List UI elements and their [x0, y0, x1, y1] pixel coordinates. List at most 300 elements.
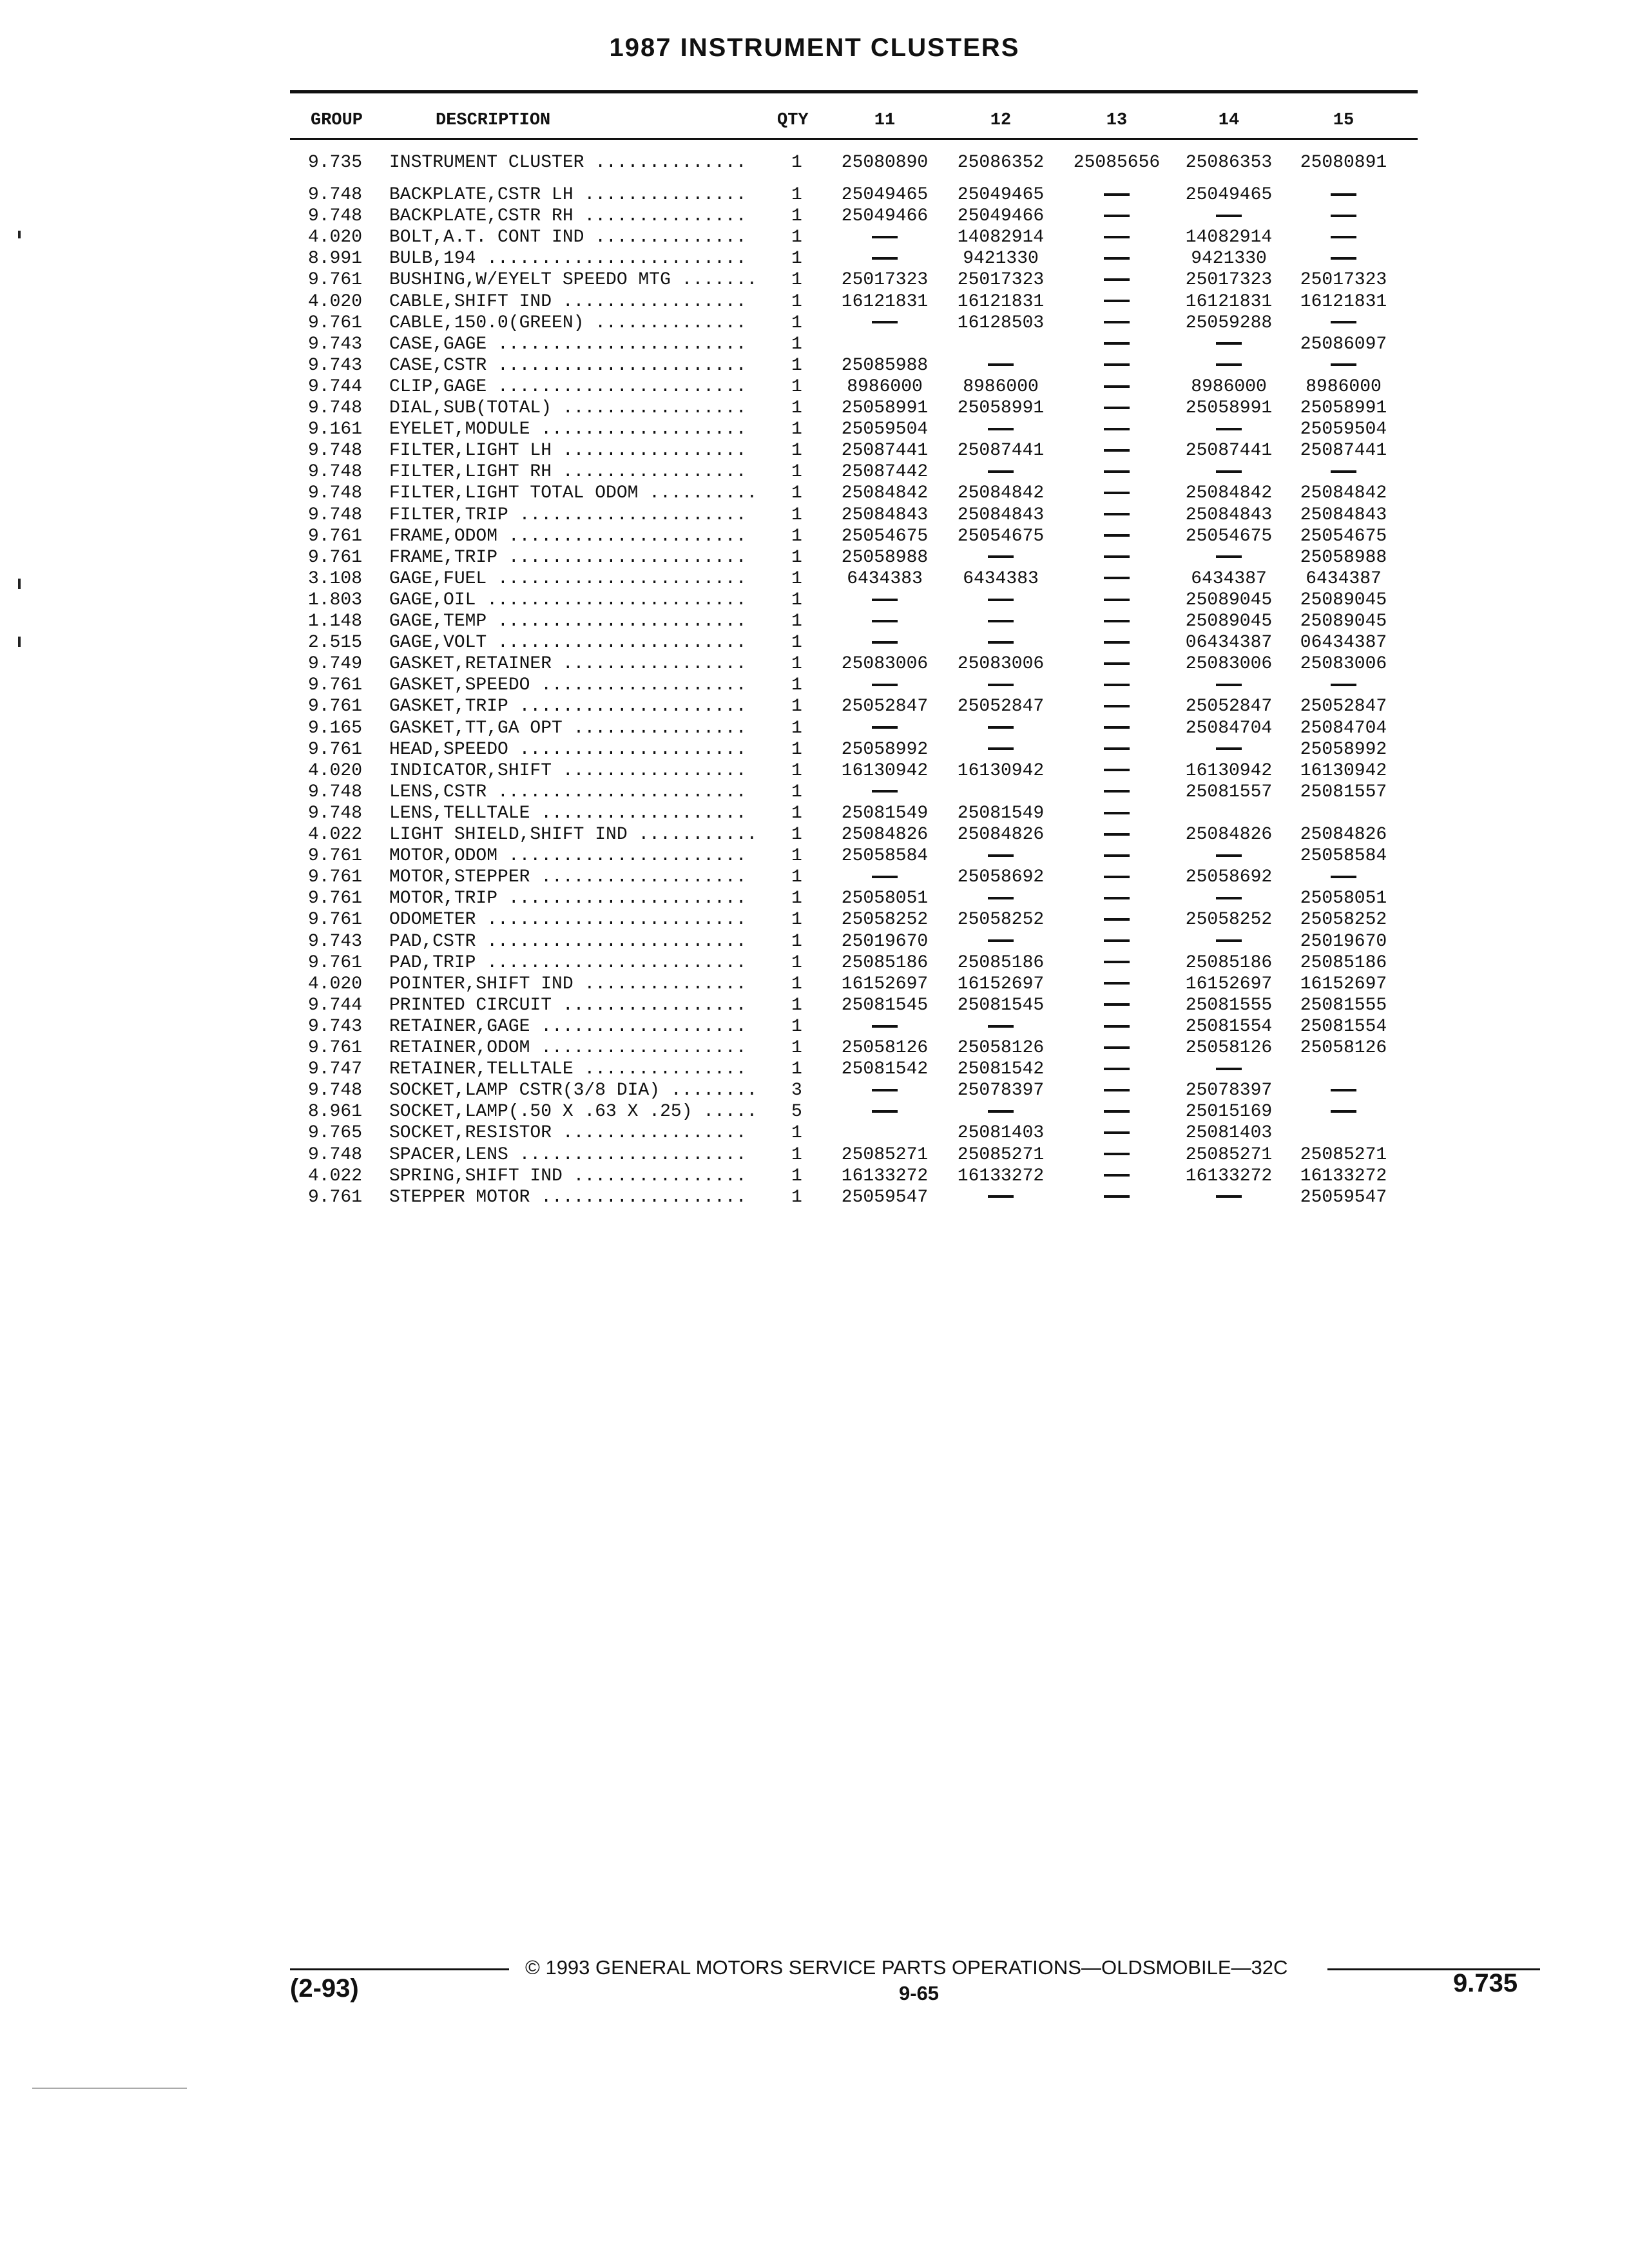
- footer-copyright: © 1993 GENERAL MOTORS SERVICE PARTS OPERATIONS—OLDSMOBILE—32C: [525, 1956, 1288, 1979]
- table-row: [0, 1144, 1629, 1166]
- not-applicable-dash: [1331, 321, 1356, 323]
- row-part-11: 25059504: [841, 419, 929, 440]
- row-part-14: 25084704: [1185, 718, 1273, 738]
- table-row: [0, 632, 1629, 653]
- row-qty: 1: [791, 760, 802, 781]
- not-applicable-dash: [1104, 236, 1130, 238]
- row-group: 8.961: [308, 1102, 363, 1122]
- row-part-15: [1282, 227, 1405, 248]
- row-description: SOCKET,RESISTOR .................: [389, 1123, 747, 1144]
- row-qty: 1: [791, 270, 802, 291]
- row-description: MOTOR,TRIP ......................: [389, 889, 747, 909]
- not-applicable-dash: [1104, 342, 1130, 345]
- row-description: ODOMETER ........................: [389, 910, 747, 930]
- table-row: [0, 568, 1629, 590]
- row-part-14: 25084826: [1185, 825, 1273, 845]
- row-part-11: [824, 632, 946, 653]
- row-part-15: 25083006: [1300, 654, 1387, 675]
- row-part-14: 16133272: [1185, 1166, 1273, 1186]
- not-applicable-dash: [1104, 1153, 1130, 1155]
- not-applicable-dash: [988, 726, 1014, 729]
- table-row: [0, 952, 1629, 974]
- row-description: BUSHING,W/EYELT SPEEDO MTG .......: [389, 270, 758, 291]
- table-row: [0, 1016, 1629, 1037]
- row-part-12: 16130942: [957, 760, 1045, 781]
- footer-rule-left: [290, 1968, 509, 1970]
- not-applicable-dash: [988, 939, 1014, 942]
- row-part-11: 25052847: [841, 697, 929, 717]
- row-part-15: 25017323: [1300, 270, 1387, 291]
- not-applicable-dash: [988, 428, 1014, 430]
- row-part-15: 25058126: [1300, 1038, 1387, 1058]
- row-description: LENS,CSTR .......................: [389, 782, 747, 802]
- row-part-11: 6434383: [847, 568, 923, 589]
- table-row: [0, 483, 1629, 504]
- row-description: LENS,TELLTALE ...................: [389, 803, 747, 823]
- not-applicable-dash: [1216, 555, 1242, 558]
- row-description: FILTER,LIGHT RH .................: [389, 462, 747, 483]
- row-qty: 1: [791, 153, 802, 173]
- row-part-11: [824, 1016, 946, 1037]
- row-part-14: [1168, 675, 1290, 696]
- row-part-15: 25081555: [1300, 995, 1387, 1015]
- row-qty: 1: [791, 334, 802, 354]
- row-qty: 1: [791, 419, 802, 440]
- col-header-group: GROUP: [311, 111, 363, 130]
- not-applicable-dash: [1216, 939, 1242, 942]
- not-applicable-dash: [1216, 1195, 1242, 1198]
- row-description: GASKET,TT,GA OPT ................: [389, 718, 747, 738]
- row-part-15: 16133272: [1300, 1166, 1387, 1186]
- row-group: 9.744: [308, 376, 363, 397]
- table-row: [0, 931, 1629, 952]
- row-part-12: 25085186: [957, 952, 1045, 973]
- row-part-15: 25084704: [1300, 718, 1387, 738]
- row-description: DIAL,SUB(TOTAL) .................: [389, 398, 747, 418]
- row-qty: 1: [791, 1187, 802, 1207]
- row-qty: 1: [791, 952, 802, 973]
- not-applicable-dash: [1104, 257, 1130, 260]
- not-applicable-dash: [872, 1025, 898, 1028]
- row-group: 9.747: [308, 1059, 363, 1080]
- table-row: [0, 248, 1629, 269]
- row-part-15: 25059547: [1300, 1187, 1387, 1207]
- row-qty: 1: [791, 889, 802, 909]
- row-qty: 1: [791, 505, 802, 525]
- table-row: [0, 505, 1629, 526]
- not-applicable-dash: [1104, 492, 1130, 494]
- row-group: 9.761: [308, 846, 363, 867]
- row-group: 4.020: [308, 974, 363, 994]
- row-group: 9.749: [308, 654, 363, 675]
- row-description: RETAINER,TELLTALE ...............: [389, 1059, 747, 1080]
- row-part-14: 25059288: [1185, 312, 1273, 333]
- row-part-12: [940, 547, 1062, 568]
- table-row: [0, 398, 1629, 419]
- row-qty: 1: [791, 483, 802, 504]
- table-row: [0, 909, 1629, 930]
- not-applicable-dash: [1104, 534, 1130, 537]
- row-description: FRAME,ODOM ......................: [389, 526, 747, 546]
- row-description: CABLE,150.0(GREEN) ..............: [389, 312, 747, 333]
- row-part-14: [1168, 739, 1290, 760]
- row-part-12: [940, 675, 1062, 696]
- not-applicable-dash: [872, 641, 898, 644]
- not-applicable-dash: [872, 1110, 898, 1113]
- row-part-14: [1168, 547, 1290, 568]
- footer-date: (2-93): [290, 1974, 359, 2003]
- row-part-12: 16128503: [957, 312, 1045, 333]
- row-part-12: 16121831: [957, 291, 1045, 312]
- not-applicable-dash: [1104, 939, 1130, 942]
- row-group: 9.735: [308, 153, 363, 173]
- row-part-13: [1055, 505, 1178, 526]
- row-part-15: 25089045: [1300, 590, 1387, 610]
- table-row: [0, 696, 1629, 717]
- table-row: [0, 675, 1629, 696]
- row-part-11: 25058584: [841, 846, 929, 867]
- table-row: [0, 227, 1629, 248]
- not-applicable-dash: [1104, 1174, 1130, 1177]
- not-applicable-dash: [1216, 897, 1242, 899]
- row-part-11: 25087441: [841, 441, 929, 461]
- row-part-14: 25058991: [1185, 398, 1273, 418]
- not-applicable-dash: [988, 747, 1014, 750]
- not-applicable-dash: [1216, 684, 1242, 686]
- row-description: POINTER,SHIFT IND ...............: [389, 974, 747, 994]
- row-part-13: [1055, 909, 1178, 930]
- row-qty: 3: [791, 1081, 802, 1101]
- row-part-13: [1055, 696, 1178, 717]
- row-part-12: 6434383: [963, 568, 1039, 589]
- row-part-13: [1055, 483, 1178, 504]
- row-part-11: 25084843: [841, 505, 929, 525]
- not-applicable-dash: [988, 470, 1014, 473]
- not-applicable-dash: [1104, 620, 1130, 622]
- table-row: [0, 1059, 1629, 1080]
- row-part-13: [1055, 675, 1178, 696]
- row-qty: 1: [791, 227, 802, 248]
- not-applicable-dash: [1104, 1068, 1130, 1070]
- table-row: [0, 653, 1629, 675]
- row-description: CASE,GAGE .......................: [389, 334, 747, 354]
- row-description: MOTOR,STEPPER ...................: [389, 867, 747, 888]
- row-part-13: [1055, 632, 1178, 653]
- table-row: [0, 739, 1629, 760]
- not-applicable-dash: [1216, 747, 1242, 750]
- col-header-description: DESCRIPTION: [436, 111, 551, 130]
- row-part-12: 14082914: [957, 227, 1045, 248]
- row-qty: 1: [791, 291, 802, 312]
- row-part-14: 25058252: [1185, 910, 1273, 930]
- row-qty: 1: [791, 1016, 802, 1037]
- not-applicable-dash: [1104, 449, 1130, 452]
- row-qty: 1: [791, 249, 802, 269]
- table-row: [0, 1080, 1629, 1101]
- row-part-12: 16133272: [957, 1166, 1045, 1186]
- row-description: PAD,TRIP ........................: [389, 952, 747, 973]
- row-description: RETAINER,GAGE ...................: [389, 1016, 747, 1037]
- row-part-14: [1168, 931, 1290, 952]
- row-group: 9.761: [308, 697, 363, 717]
- row-part-15: 25058991: [1300, 398, 1387, 418]
- row-part-13: [1055, 1187, 1178, 1208]
- scan-speck: [18, 579, 21, 589]
- not-applicable-dash: [1331, 1089, 1356, 1091]
- row-part-11: 25087442: [841, 462, 929, 483]
- row-qty: 1: [791, 825, 802, 845]
- row-part-13: [1055, 526, 1178, 547]
- row-group: 1.803: [308, 590, 363, 610]
- row-group: 9.761: [308, 1038, 363, 1058]
- not-applicable-dash: [1104, 1046, 1130, 1049]
- row-part-12: 25084842: [957, 483, 1045, 504]
- row-part-11: [824, 718, 946, 739]
- table-row: [0, 803, 1629, 824]
- row-description: FILTER,LIGHT LH .................: [389, 441, 747, 461]
- row-part-12: [940, 632, 1062, 653]
- row-qty: 1: [791, 547, 802, 568]
- row-part-12: 25081549: [957, 803, 1045, 823]
- row-qty: 1: [791, 931, 802, 952]
- not-applicable-dash: [1104, 833, 1130, 836]
- row-part-12: [940, 1187, 1062, 1208]
- row-part-11: 16133272: [841, 1166, 929, 1186]
- row-part-12: [940, 590, 1062, 611]
- row-part-12: 25052847: [957, 697, 1045, 717]
- row-part-13: [1055, 760, 1178, 782]
- row-part-11: [824, 867, 946, 888]
- table-row: [0, 782, 1629, 803]
- row-part-14: 8986000: [1191, 376, 1267, 397]
- not-applicable-dash: [872, 620, 898, 622]
- row-part-14: 25089045: [1185, 590, 1273, 610]
- row-part-11: 25017323: [841, 270, 929, 291]
- row-qty: 1: [791, 1038, 802, 1058]
- row-group: 1.148: [308, 611, 363, 631]
- row-part-15: 25058584: [1300, 846, 1387, 867]
- not-applicable-dash: [1104, 278, 1130, 281]
- not-applicable-dash: [988, 363, 1014, 366]
- not-applicable-dash: [1331, 1110, 1356, 1113]
- row-part-11: 25080890: [841, 153, 929, 173]
- row-part-14: [1168, 419, 1290, 440]
- row-description: BOLT,A.T. CONT IND ..............: [389, 227, 747, 248]
- row-part-12: [940, 355, 1062, 376]
- row-part-13: [1055, 974, 1178, 995]
- not-applicable-dash: [1104, 662, 1130, 665]
- table-row: [0, 312, 1629, 334]
- row-part-15: [1282, 206, 1405, 227]
- row-description: BACKPLATE,CSTR LH ...............: [389, 185, 747, 205]
- row-part-12: [940, 888, 1062, 909]
- not-applicable-dash: [1104, 1025, 1130, 1028]
- not-applicable-dash: [1104, 876, 1130, 878]
- not-applicable-dash: [1104, 1003, 1130, 1006]
- not-applicable-dash: [1216, 363, 1242, 366]
- row-description: GASKET,SPEEDO ...................: [389, 675, 747, 696]
- row-group: 9.748: [308, 185, 363, 205]
- row-qty: 1: [791, 206, 802, 227]
- not-applicable-dash: [872, 684, 898, 686]
- row-description: GAGE,TEMP .......................: [389, 611, 747, 631]
- row-description: FRAME,TRIP ......................: [389, 547, 747, 568]
- page-title: 1987 INSTRUMENT CLUSTERS: [609, 34, 1020, 62]
- row-part-12: 25083006: [957, 654, 1045, 675]
- row-part-13: [1055, 227, 1178, 248]
- row-part-12: [940, 419, 1062, 440]
- row-part-11: 25085186: [841, 952, 929, 973]
- row-part-15: 25086097: [1300, 334, 1387, 354]
- row-part-12: 25049466: [957, 206, 1045, 227]
- row-group: 4.022: [308, 1166, 363, 1186]
- row-description: GAGE,VOLT .......................: [389, 633, 747, 653]
- row-part-15: [1282, 675, 1405, 696]
- col-header-13: 13: [1106, 111, 1128, 130]
- row-part-15: 25081557: [1300, 782, 1387, 802]
- not-applicable-dash: [1104, 684, 1130, 686]
- row-description: GAGE,OIL ........................: [389, 590, 747, 610]
- row-part-13: [1055, 931, 1178, 952]
- not-applicable-dash: [1104, 705, 1130, 707]
- row-part-14: [1168, 1187, 1290, 1208]
- row-group: 9.748: [308, 505, 363, 525]
- row-group: 8.991: [308, 249, 363, 269]
- row-part-11: [824, 590, 946, 611]
- row-group: 9.761: [308, 270, 363, 291]
- row-qty: 1: [791, 718, 802, 738]
- row-part-13: [1055, 291, 1178, 312]
- row-description: SPRING,SHIFT IND ................: [389, 1166, 747, 1186]
- not-applicable-dash: [872, 599, 898, 601]
- not-applicable-dash: [1104, 577, 1130, 579]
- row-part-13: [1055, 419, 1178, 440]
- not-applicable-dash: [1104, 1131, 1130, 1134]
- row-group: 9.761: [308, 867, 363, 888]
- row-description: SOCKET,LAMP(.50 X .63 X .25) .....: [389, 1102, 758, 1122]
- row-qty: 1: [791, 995, 802, 1015]
- col-header-qty: QTY: [777, 111, 809, 130]
- row-group: 9.748: [308, 1144, 363, 1165]
- row-part-12: 25058252: [957, 910, 1045, 930]
- not-applicable-dash: [872, 236, 898, 238]
- not-applicable-dash: [1104, 428, 1130, 430]
- table-row: [0, 611, 1629, 632]
- row-group: 4.022: [308, 825, 363, 845]
- not-applicable-dash: [872, 257, 898, 260]
- table-row: [0, 974, 1629, 995]
- row-part-13: [1055, 398, 1178, 419]
- row-part-15: [1282, 248, 1405, 269]
- row-group: 9.165: [308, 718, 363, 738]
- row-part-14: 14082914: [1185, 227, 1273, 248]
- row-qty: 1: [791, 462, 802, 483]
- not-applicable-dash: [1104, 854, 1130, 857]
- not-applicable-dash: [1331, 257, 1356, 260]
- row-part-14: [1168, 888, 1290, 909]
- row-part-13: [1055, 1101, 1178, 1122]
- row-part-11: [824, 675, 946, 696]
- table-row: [0, 888, 1629, 909]
- row-group: 9.761: [308, 526, 363, 546]
- row-part-14: [1168, 334, 1290, 355]
- row-part-15: 25058992: [1300, 739, 1387, 760]
- row-part-15: 25081554: [1300, 1016, 1387, 1037]
- not-applicable-dash: [1104, 599, 1130, 601]
- scan-speck: [18, 231, 21, 238]
- row-part-11: 25019670: [841, 931, 929, 952]
- row-description: CLIP,GAGE .......................: [389, 376, 747, 397]
- row-part-13: [1055, 312, 1178, 334]
- row-description: GASKET,TRIP .....................: [389, 697, 747, 717]
- not-applicable-dash: [1216, 215, 1242, 217]
- row-part-11: 16121831: [841, 291, 929, 312]
- row-part-11: 25085271: [841, 1144, 929, 1165]
- row-description: FILTER,LIGHT TOTAL ODOM ..........: [389, 483, 758, 504]
- row-part-14: 25078397: [1185, 1081, 1273, 1101]
- scan-speck: [18, 637, 21, 647]
- row-part-13: [1055, 334, 1178, 355]
- row-qty: 1: [791, 974, 802, 994]
- row-description: MOTOR,ODOM ......................: [389, 846, 747, 867]
- not-applicable-dash: [1104, 300, 1130, 302]
- row-part-15: 25054675: [1300, 526, 1387, 546]
- table-row: [0, 206, 1629, 227]
- row-part-11: 25049465: [841, 185, 929, 205]
- not-applicable-dash: [1331, 193, 1356, 196]
- row-qty: 1: [791, 675, 802, 696]
- row-qty: 5: [791, 1102, 802, 1122]
- not-applicable-dash: [988, 1025, 1014, 1028]
- row-group: 9.743: [308, 355, 363, 376]
- row-group: 9.748: [308, 803, 363, 823]
- row-description: RETAINER,ODOM ...................: [389, 1038, 747, 1058]
- row-description: EYELET,MODULE ...................: [389, 419, 747, 440]
- table-row: [0, 419, 1629, 440]
- row-part-11: [824, 782, 946, 803]
- row-qty: 1: [791, 633, 802, 653]
- row-group: 9.761: [308, 1187, 363, 1207]
- row-part-14: 25054675: [1185, 526, 1273, 546]
- row-part-13: [1055, 461, 1178, 483]
- not-applicable-dash: [1104, 1089, 1130, 1091]
- row-part-12: 25058126: [957, 1038, 1045, 1058]
- row-part-14: 9421330: [1191, 249, 1267, 269]
- row-part-14: 25049465: [1185, 185, 1273, 205]
- row-group: 9.748: [308, 206, 363, 227]
- row-part-15: 16121831: [1300, 291, 1387, 312]
- table-row: [0, 1101, 1629, 1122]
- table-row: [0, 845, 1629, 867]
- row-part-14: 16152697: [1185, 974, 1273, 994]
- row-part-12: 25081542: [957, 1059, 1045, 1080]
- row-part-15: [1282, 184, 1405, 206]
- row-qty: 1: [791, 782, 802, 802]
- not-applicable-dash: [988, 555, 1014, 558]
- row-part-13: [1055, 440, 1178, 461]
- row-part-15: 6434387: [1306, 568, 1382, 589]
- row-qty: 1: [791, 355, 802, 376]
- not-applicable-dash: [1104, 1110, 1130, 1113]
- table-row: [0, 547, 1629, 568]
- row-part-15: 25087441: [1300, 441, 1387, 461]
- row-qty: 1: [791, 654, 802, 675]
- row-part-14: 6434387: [1191, 568, 1267, 589]
- row-part-14: 16121831: [1185, 291, 1273, 312]
- table-row: [0, 291, 1629, 312]
- not-applicable-dash: [1104, 321, 1130, 323]
- row-part-15: 25084826: [1300, 825, 1387, 845]
